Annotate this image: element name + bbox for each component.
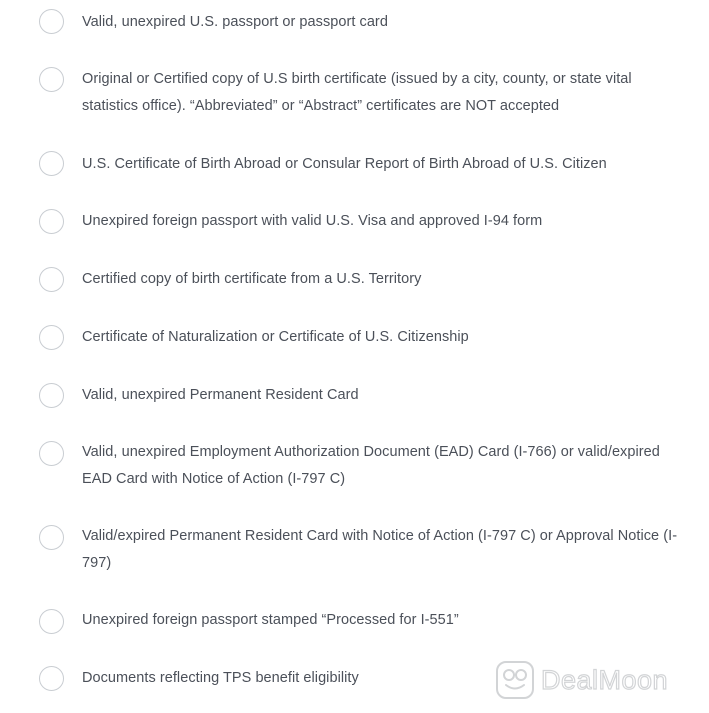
radio-button[interactable] [39, 325, 64, 350]
radio-button[interactable] [39, 525, 64, 550]
radio-button[interactable] [39, 666, 64, 691]
option-label: Documents reflecting TPS benefit eligibility [82, 670, 359, 686]
radio-button[interactable] [39, 209, 64, 234]
dealmoon-logo-icon [495, 660, 535, 700]
option-label: Valid/expired Permanent Resident Card with Notice of Action (I-797 C) or Approval Notice (I-797) [82, 528, 678, 571]
radio-button[interactable] [39, 267, 64, 292]
option-label: Unexpired foreign passport stamped “Processed for I-551” [82, 612, 459, 628]
option-label: Certified copy of birth certificate from a U.S. Territory [82, 271, 422, 287]
radio-button[interactable] [39, 383, 64, 408]
radio-button[interactable] [39, 151, 64, 176]
option-label: Valid, unexpired Permanent Resident Card [82, 387, 359, 403]
watermark [495, 658, 668, 702]
watermark-text: DealMoon [541, 664, 669, 695]
radio-button[interactable] [39, 609, 64, 634]
option-label: U.S. Certificate of Birth Abroad or Consular Report of Birth Abroad of U.S. Citizen [82, 156, 607, 172]
option-label: Valid, unexpired U.S. passport or passport card [82, 14, 388, 30]
option-label: Valid, unexpired Employment Authorization Document (EAD) Card (I-766) or valid/expired EAD Card with Notice of Action (I-797 C) [82, 444, 660, 487]
option-label: Certificate of Naturalization or Certificate of U.S. Citizenship [82, 329, 469, 345]
option-label: Original or Certified copy of U.S birth certificate (issued by a city, county, or state vital statistics office). “Abbreviated” or “Abstract” certificates are NOT accepted [82, 71, 632, 114]
radio-button[interactable] [39, 67, 64, 92]
radio-button[interactable] [39, 441, 64, 466]
radio-button[interactable] [39, 9, 64, 34]
option-label: Unexpired foreign passport with valid U.S. Visa and approved I-94 form [82, 213, 543, 229]
